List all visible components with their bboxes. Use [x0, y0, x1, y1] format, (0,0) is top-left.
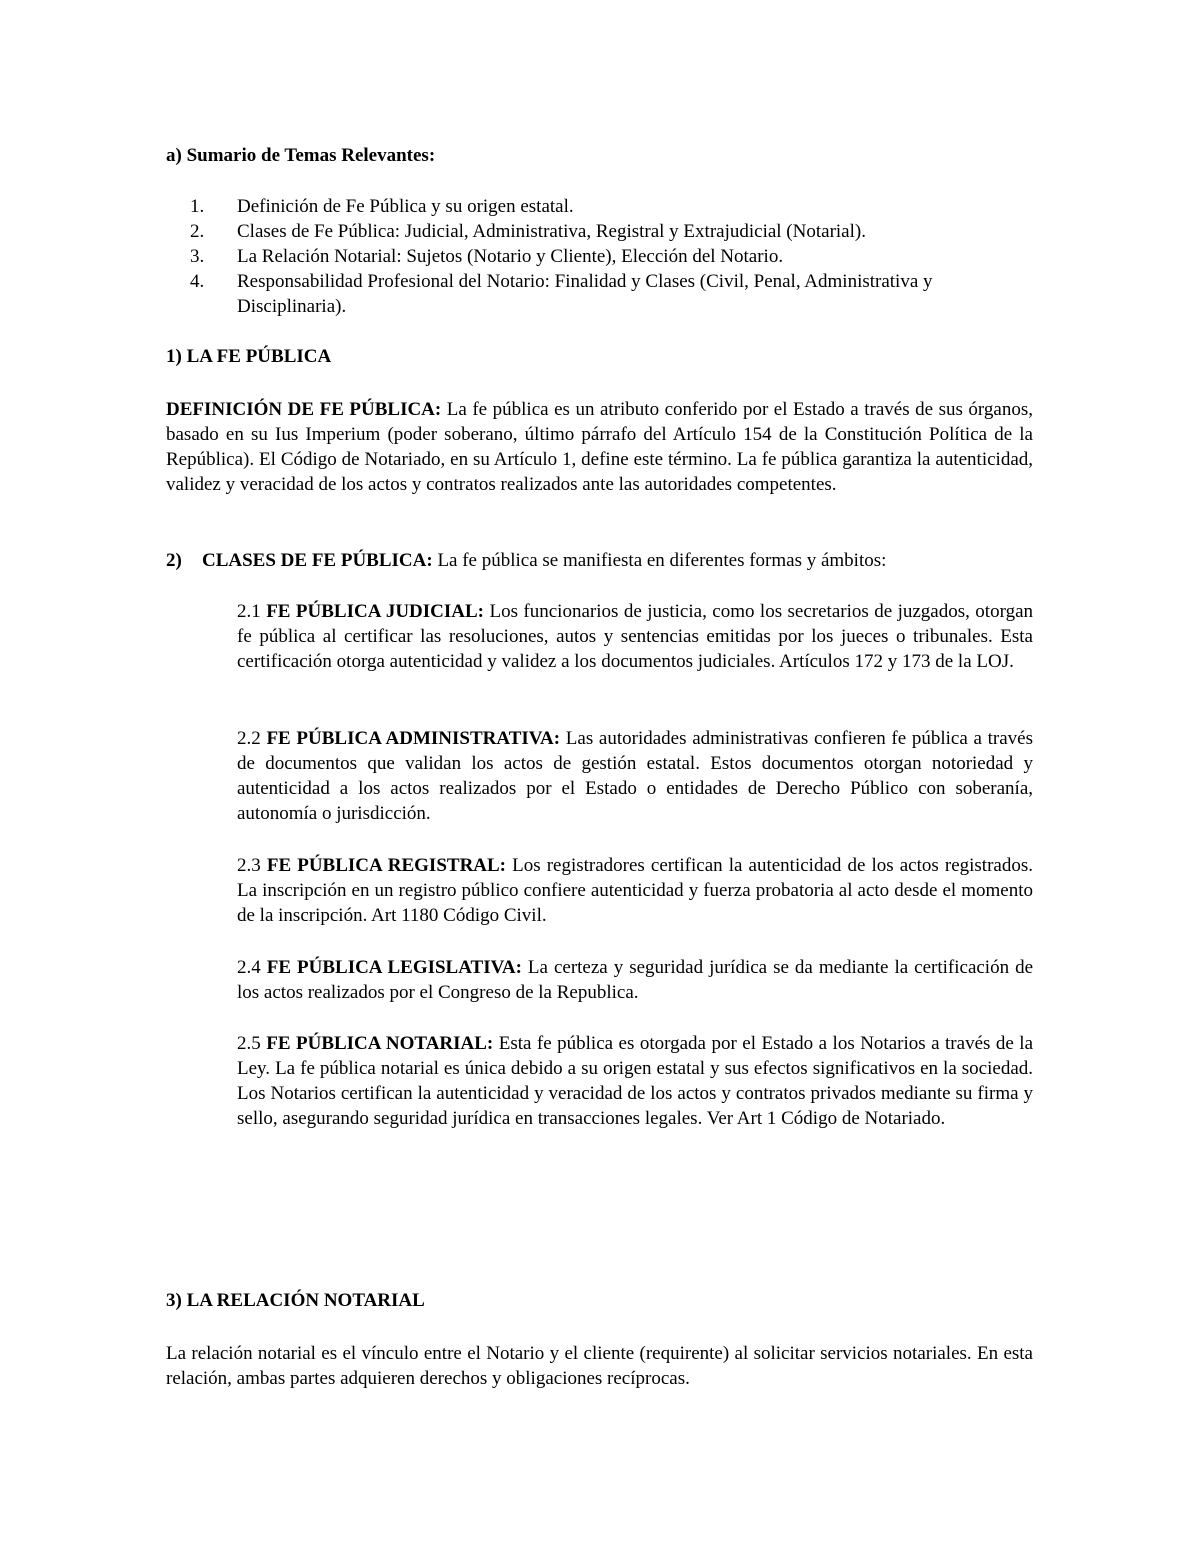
subsection-label: FE PÚBLICA NOTARIAL:	[266, 1033, 494, 1054]
subsection-notarial	[237, 1031, 1033, 1131]
section-2-heading	[166, 548, 1036, 573]
definition-text: La fe pública es un atributo conferido por el Estado a través de sus órganos, basado en su Ius Imperium (poder soberano, último párrafo del Artículo 154 de la Constitución Política de la República). El Código de Notariado, en su Artículo 1, define este término. La fe pública garantiza la autenticidad, validez y veracidad de los actos y contratos realizados ante las autoridades competentes.	[166, 399, 1033, 495]
subsection-text: Los funcionarios de justicia, como los secretarios de juzgados, otorgan fe pública al certificar las resoluciones, autos y sentencias emitidas por los jueces o tribunales. Esta certificación otorga autenticidad y validez a los documentos judiciales. Artículos 172 y 173 de la LOJ.	[237, 601, 1034, 672]
list-number: 2.	[190, 221, 205, 242]
subsection-number: 2.1	[237, 601, 267, 622]
list-number: 3.	[190, 246, 205, 267]
list-number: 4.	[190, 271, 205, 292]
definition-paragraph	[166, 397, 1033, 497]
subsection-number: 2.2	[237, 728, 267, 749]
definition-label: DEFINICIÓN DE FE PÚBLICA:	[166, 399, 442, 420]
subsection-number: 2.5	[237, 1033, 267, 1054]
list-text: La Relación Notarial: Sujetos (Notario y Cliente), Elección del Notario.	[237, 246, 784, 267]
subsection-text: Las autoridades administrativas confieren fe pública a través de documentos que validan los actos de gestión estatal. Estos documentos otorgan notoriedad y autenticidad a los actos realizados por el Estado o entidades de Derecho Público con soberanía, autonomía o jurisdicción.	[237, 728, 1033, 824]
section-2-label: CLASES DE FE PÚBLICA:	[202, 550, 433, 571]
subsection-label: FE PÚBLICA LEGISLATIVA:	[266, 957, 522, 978]
subsection-registral	[237, 853, 1033, 928]
subsection-label: FE PÚBLICA REGISTRAL:	[266, 855, 507, 876]
section-2-number: 2)	[166, 550, 182, 571]
section-1-heading	[166, 344, 1036, 369]
summary-heading	[166, 143, 1036, 168]
subsection-label: FE PÚBLICA ADMINISTRATIVA:	[266, 728, 561, 749]
subsection-text: Esta fe pública es otorgada por el Estado a los Notarios a través de la Ley. La fe pública notarial es única debido a su origen estatal y sus efectos significativos en la sociedad. Los Notarios certifican la autenticidad y veracidad de los actos y contratos privados mediante su firma y sello, asegurando seguridad jurídica en transacciones legales. Ver Art 1 Código de Notariado.	[237, 1033, 1033, 1129]
section-3-text: La relación notarial es el vínculo entre el Notario y el cliente (requirente) al solicitar servicios notariales. En esta relación, ambas partes adquieren derechos y obligaciones recíprocas.	[166, 1343, 1033, 1389]
list-text: Clases de Fe Pública: Judicial, Administrativa, Registral y Extrajudicial (Notarial).	[237, 221, 866, 242]
subsection-number: 2.3	[237, 855, 267, 876]
subsection-text: La certeza y seguridad jurídica se da mediante la certificación de los actos realizados por el Congreso de la Republica.	[237, 957, 1034, 1003]
section-1-heading-text: 1) LA FE PÚBLICA	[166, 346, 332, 367]
subsection-text: Los registradores certifican la autenticidad de los actos registrados. La inscripción en un registro público confiere autenticidad y fuerza probatoria al acto desde el momento de la inscripción. Art 1180 Código Civil.	[237, 855, 1033, 926]
subsection-legislativa	[237, 955, 1033, 1005]
subsection-number: 2.4	[237, 957, 267, 978]
subsection-judicial	[237, 599, 1033, 674]
section-3-paragraph	[166, 1341, 1033, 1391]
subsection-label: FE PÚBLICA JUDICIAL:	[266, 601, 485, 622]
section-3-heading	[166, 1288, 1036, 1313]
list-text: Responsabilidad Profesional del Notario: Finalidad y Clases (Civil, Penal, Administrativa y Disciplinaria).	[237, 271, 933, 317]
list-number: 1.	[190, 196, 205, 217]
section-3-heading-text: 3) LA RELACIÓN NOTARIAL	[166, 1290, 425, 1311]
summary-heading-text: a) Sumario de Temas Relevantes:	[166, 145, 436, 166]
subsection-administrativa	[237, 726, 1033, 826]
list-text: Definición de Fe Pública y su origen estatal.	[237, 196, 574, 217]
section-2-intro: La fe pública se manifiesta en diferentes formas y ámbitos:	[432, 550, 887, 571]
